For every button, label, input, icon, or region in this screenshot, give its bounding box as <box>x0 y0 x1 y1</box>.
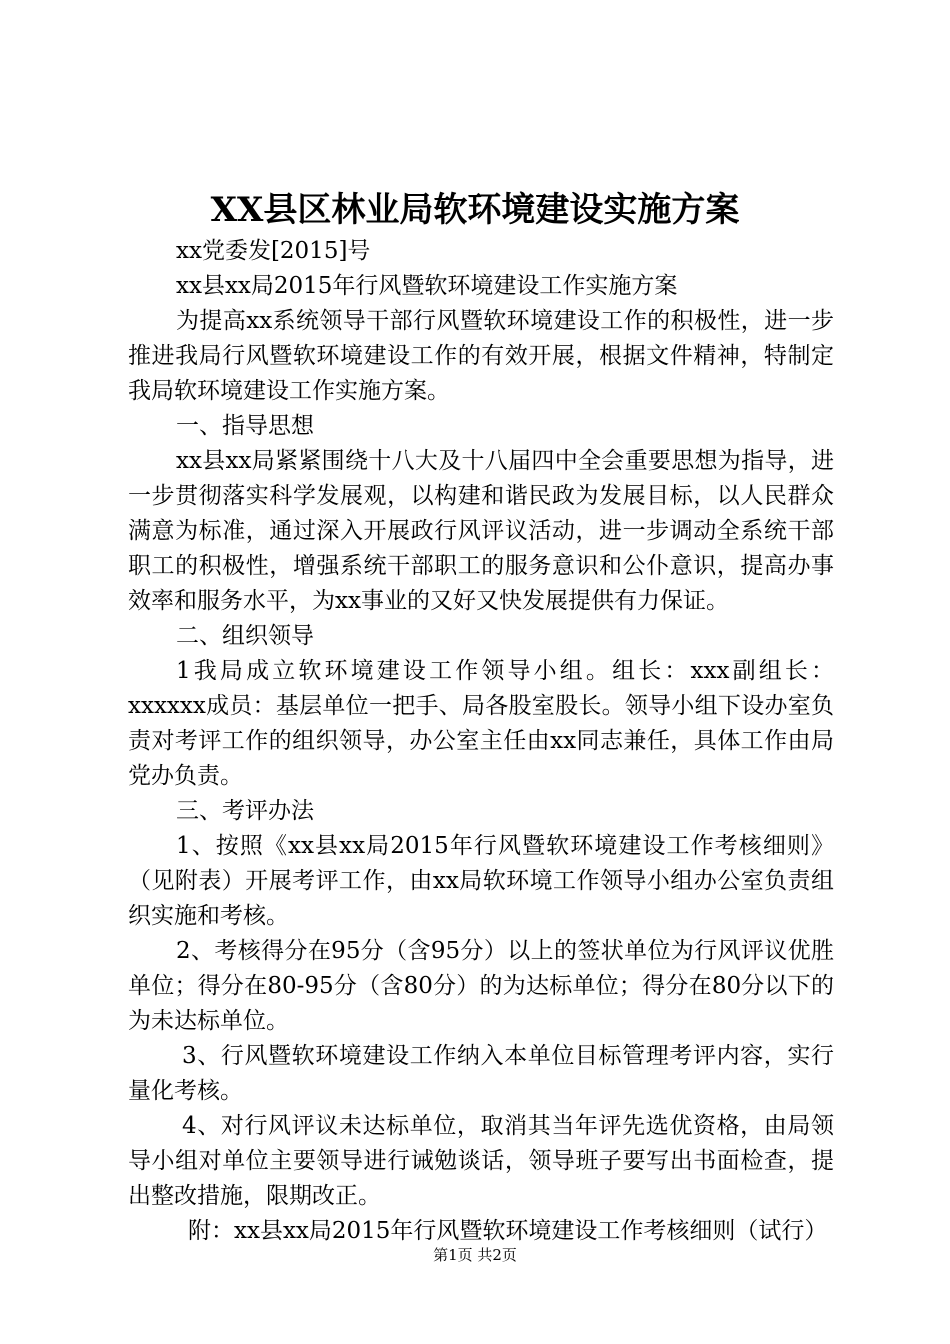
document-body <box>128 234 834 1249</box>
section-heading-organization: 二、组织领导 <box>176 623 314 649</box>
guiding-ideology-paragraph: xx县xx局紧紧围绕十八大及十八届四中全会重要思想为指导，进一步贯彻落实科学发展观，以构建和谐民政为发展目标，以人民群众满意为标准，通过深入开展政行风评议活动，进一步调动全系统干部职工的积极性，增强系统干部职工的服务意识和公仆意识，提高办事效率和服务水平，为xx事业的又好又快发展提供有力保证。 <box>128 448 834 614</box>
document-number: xx党委发[2015]号 <box>176 238 371 264</box>
section-heading-guiding-ideology: 一、指导思想 <box>176 413 314 439</box>
evaluation-item-2: 2、考核得分在95分（含95分）以上的签状单位为行风评议优胜单位；得分在80-95分（含80分）的为达标单位；得分在80分以下的为未达标单位。 <box>128 938 834 1034</box>
organization-paragraph: 1我局成立软环境建设工作领导小组。组长：xxx副组长：xxxxxx成员：基层单位一把手、局各股室股长。领导小组下设办室负责对考评工作的组织领导，办公室主任由xx同志兼任，具体工作由局党办负责。 <box>128 658 834 789</box>
evaluation-item-4: 4、对行风评议未达标单位，取消其当年评先选优资格，由局领导小组对单位主要领导进行诫勉谈话，领导班子要写出书面检查，提出整改措施，限期改正。 <box>128 1113 834 1209</box>
evaluation-item-3: 3、行风暨软环境建设工作纳入本单位目标管理考评内容，实行量化考核。 <box>128 1043 834 1104</box>
document-title: XX县区林业局软环境建设实施方案 <box>210 190 740 230</box>
evaluation-item-1: 1、按照《xx县xx局2015年行风暨软环境建设工作考核细则》（见附表）开展考评工作，由xx局软环境工作领导小组办公室负责组织实施和考核。 <box>128 833 834 929</box>
plan-subtitle: xx县xx局2015年行风暨软环境建设工作实施方案 <box>176 273 678 299</box>
page-number-footer: 第1页 共2页 <box>433 1246 517 1264</box>
intro-paragraph: 为提高xx系统领导干部行风暨软环境建设工作的积极性，进一步推进我局行风暨软环境建设工作的有效开展，根据文件精神，特制定我局软环境建设工作实施方案。 <box>128 308 834 404</box>
section-heading-evaluation: 三、考评办法 <box>176 798 314 824</box>
attachment-note: 附：xx县xx局2015年行风暨软环境建设工作考核细则（试行） <box>188 1218 828 1244</box>
